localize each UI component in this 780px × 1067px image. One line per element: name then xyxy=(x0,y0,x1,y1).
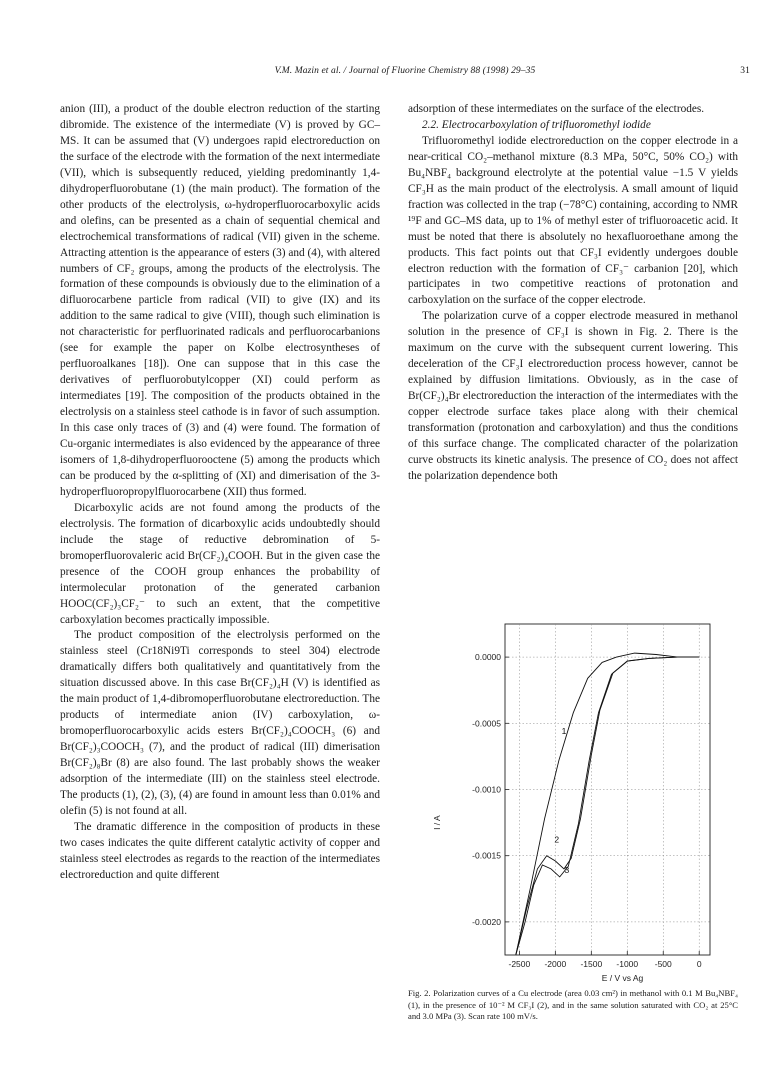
curve-label: 3 xyxy=(564,864,570,875)
page-number: 31 xyxy=(740,66,750,76)
x-tick-label: -2000 xyxy=(544,959,567,969)
y-tick-label: -0.0005 xyxy=(472,718,501,729)
paragraph: The product composition of the electrolysis performed on the stainless steel (Cr18Ni9Ti corresponds to steel 304) electrode dramatically differs both qualitatively and quantitatively from the situation discussed above. In this case Br(CF₂)₄H (V) is identified as the main product of 1,4-dibromoperfluorobutane electroreduction. The products of intermediate anion (IV) carboxylation, ω-bromoperfluorocarboxylic acids esters Br(CF₂)₄COOCH₃ (6) and Br(CF₂)₃COOCH₃ (7), and the product of radical (III) dimerisation Br(CF₂)₈Br (8) are also found. The last probably shows the weaker adsorption of the intermediate (III) on the stainless steel electrode. The products (1), (2), (3), (4) are found in amount less than 0.01% and olefin (5) is not found at all. xyxy=(60,629,380,817)
x-tick-label: -1500 xyxy=(580,959,603,969)
running-head: V.M. Mazin et al. / Journal of Fluorine Chemistry 88 (1998) 29–35 xyxy=(274,66,536,76)
series-line-2 xyxy=(516,657,699,955)
curve-label: 2 xyxy=(554,834,560,845)
x-tick-label: -2500 xyxy=(508,959,531,969)
x-axis-label: E / V vs Ag xyxy=(601,973,644,983)
x-tick-label: -500 xyxy=(654,959,672,969)
x-tick-label: -1000 xyxy=(616,959,639,969)
series-line-1 xyxy=(516,653,699,955)
polarization-chart xyxy=(408,619,738,989)
right-column xyxy=(408,102,738,485)
y-tick-label: -0.0020 xyxy=(472,916,501,927)
y-tick-label: 0.0000 xyxy=(475,652,501,663)
x-tick-label: 0 xyxy=(696,959,702,969)
paragraph: anion (III), a product of the double electron reduction of the starting dibromide. The existence of the intermediate (V) is proved by GC–MS. It can be assumed that (V) undergoes rapid electroreduction on the surface of the electrode with the formation of the next intermediate (VII), which is subsequently reduced, yielding predominantly 1,4-dihydroperfluorobutane (1) (the main product). The formation of the other products of the electrolysis, ω-hydroperfluorocarboxylic acids and olefins, can be presented as a chain of sequential chemical and electrochemical transformations of radical (VII) given in the scheme. Attracting attention is the appearance of esters (3) and (4), with altered numbers of CF₂ groups, among the products of the electrolysis. The formation of these compounds is obviously due to the elimination of a difluorocarbene particle from radical (VII) to give (IX) and its addition to the same radical to give (VIII), though such elimination is not characteristic for perfluorinated radicals and perfluorocarbanions (see for example the paper on Kolbe electrosyntheses of perfluoroalkanes [18]). One can suppose that in this case the derivatives of perfluorobutylcopper (XI) could perform as intermediates [19]. The composition of the products obtained in the electrolysis on a stainless steel cathode is in favor of such assumption. In this case only traces of (3) and (4) were found. The formation of Cu-organic intermediates is also evidenced by the appearance of three isomers of 1,8-dihydroperfluorooctene (5) among the products which can be produced by the α-splitting of (XI) and dimerisation of the 3-hydroperfluoropropylfluorocarbene (XII) thus formed. xyxy=(60,103,380,498)
left-column xyxy=(60,102,380,884)
paragraph: The polarization curve of a copper electrode measured in methanol solution in the presence of CF₃I is shown in Fig. 2. There is the maximum on the curve with the subsequent current lowering. This deceleration of the CF₃I electroreduction process however, cannot be explained by diffusion limitations. Obviously, as in the case of Br(CF₂)₄Br electroreduction the interaction of the intermediates with the copper electrode surface takes place along with their chemical transformation (protonation and carboxylation) and thus the conditions of this surface change. The complicated character of the polarization curve obstructs its kinetic analysis. The presence of CO₂ does not affect the polarization dependence both xyxy=(408,310,738,482)
paragraph: Dicarboxylic acids are not found among the products of the electrolysis. The formation of dicarboxylic acids undoubtedly should include the stage of reductive debromination of 5-bromoperfluorovaleric acid Br(CF₂)₄COOH. But in the given case the presence of the COOH group enhances the probability of intermolecular protonation of the generated carbanion HOOC(CF₂)₃CF₂⁻ to such an extent, that the competitive carboxylation becomes practically impossible. xyxy=(60,501,380,626)
section-title: 2.2. Electrocarboxylation of trifluoromethyl iodide xyxy=(422,118,651,131)
figure-caption: Fig. 2. Polarization curves of a Cu electrode (area 0.03 cm²) in methanol with 0.1 M Bu₄NBF₄ (1), in the presence of 10⁻² M CF₃I (2), and in the same solution saturated with CO₂ at 25°C and 3.0 MPa (3). Scan rate 100 mV/s. xyxy=(408,988,738,1021)
y-axis-label: I / A xyxy=(432,815,442,830)
paragraph: adsorption of these intermediates on the surface of the electrodes. xyxy=(408,103,705,115)
y-tick-label: -0.0010 xyxy=(472,784,501,795)
curve-label: 1 xyxy=(561,725,567,736)
y-tick-label: -0.0015 xyxy=(472,850,501,861)
paragraph: The dramatic difference in the composition of products in these two cases indicates the quite different catalytic activity of copper and stainless steel electrodes as regards to the reaction of the intermediates electroreduction and quite different xyxy=(60,820,380,881)
figure-2 xyxy=(408,619,738,989)
paragraph: Trifluoromethyl iodide electroreduction on the copper electrode in a near-critical CO₂–methanol mixture (8.3 MPa, 50°C, 50% CO₂) with Bu₄NBF₄ background electrolyte at the potential value −1.5 V yields CF₃H as the main product of the electrolysis. A small amount of liquid fraction was collected in the trap (−78°C) containing, according to NMR ¹⁹F and GC–MS data, up to 1% of methyl ester of trifluoroacetic acid. It must be noted that there is absolutely no hexafluoroethane among the products. This fact points out that CF₃I evidently undergoes double electron reduction with the formation of CF₃⁻ carbanion [20], which participates in two competitive reactions of protonation and carboxylation on the surface of the copper electrode. xyxy=(408,134,738,307)
series-line-3 xyxy=(516,657,699,955)
